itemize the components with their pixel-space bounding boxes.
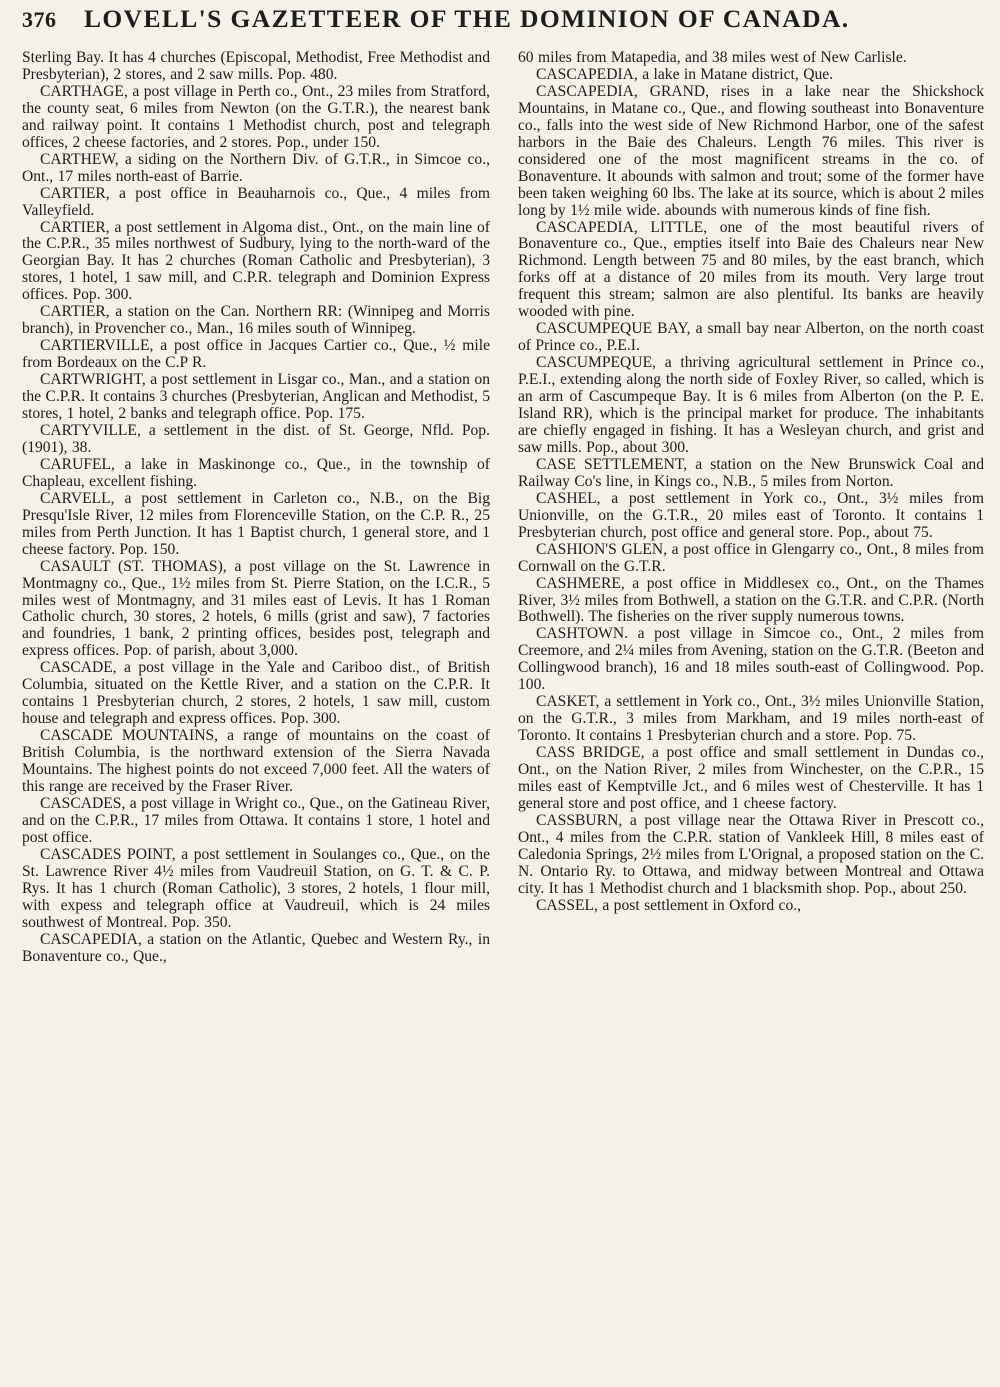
gazetteer-entry: CASCAPEDIA, a station on the Atlantic, Quebec and Western Ry., in Bonaventure co., Que., [22,930,490,965]
gazetteer-entry: CASAULT (ST. THOMAS), a post village on the St. Lawrence in Montmagny co., Que., 1½ miles from St. Pierre Station, on the I.C.R., 5 miles west of Montmagny, and 31 miles east of Levis. It has 1 Roman Catholic church, 30 stores, 2 hotels, 6 mills (grist and saw), 7 factories and foundries, 1 bank, 2 printing offices, besides post, telegraph and express offices. Pop. of parish, about 3,000. [22,557,490,660]
gazetteer-entry: CASS BRIDGE, a post office and small settlement in Dundas co., Ont., on the Nation River, 2 miles from Winchester, on the C.P.R., 15 miles east of Kemptville Jct., and 6 miles west of Chesterville. It has 1 general store and post office, and 1 cheese factory. [518,744,984,812]
page-number: 376 [22,7,57,32]
gazetteer-entry: 60 miles from Matapedia, and 38 miles west of New Carlisle. [518,50,907,66]
gazetteer-entry: CARUFEL, a lake in Maskinonge co., Que., in the township of Chapleau, excellent fishing. [22,455,490,490]
gazetteer-entry: CARTWRIGHT, a post settlement in Lisgar co., Man., and a station on the C.P.R. It contains 3 churches (Presbyterian, Anglican and Methodist, 5 stores, 1 hotel, 2 banks and telegraph office. Pop. 175. [22,371,490,423]
gazetteer-entry: CARTIER, a station on the Can. Northern RR: (Winnipeg and Morris branch), in Provencher co., Man., 16 miles south of Winnipeg. [22,303,490,338]
gazetteer-entry: CASKET, a settlement in York co., Ont., 3½ miles Unionville Station, on the G.T.R., 3 miles from Markham, and 19 miles north-east of Toronto. It contains 1 Presbyterian church and a store. Pop. 75. [518,693,984,745]
gazetteer-entry: CARTYVILLE, a settlement in the dist. of St. George, Nfld. Pop. (1901), 38. [22,421,490,456]
gazetteer-entry: CASHION'S GLEN, a post office in Glengarry co., Ont., 8 miles from Cornwall on the G.T.R. [518,540,984,575]
gazetteer-entry: CASCAPEDIA, a lake in Matane district, Que. [536,65,834,83]
gazetteer-entry: CASCAPEDIA, GRAND, rises in a lake near the Shickshock Mountains, in Matane co., Que., and flowing southeast into Bonaventure co., falls into the west side of New Richmond Harbor, one of the safest harbors in the Baie des Chaleurs. Length 76 miles. This river is considered one of the most magnificent streams in the co. of Bonaventure. It abounds with salmon and trout; some of the former have been taken weighing 60 lbs. The lake at its source, which is about 2 miles long by 1½ mile wide. abounds with numerous kinds of fine fish. [518,82,984,219]
gazetteer-entry: CARTIER, a post settlement in Algoma dist., Ont., on the main line of the C.P.R., 35 miles northwest of Sudbury, lying to the north-ward of the Georgian Bay. It has 2 churches (Roman Catholic and Presbyterian), 3 stores, 1 hotel, 1 saw mill, and C.P.R. telegraph and Dominion Express offices. Pop. 300. [22,218,490,304]
gazetteer-entry: CASSEL, a post settlement in Oxford co., [536,896,802,914]
page-header [22,4,984,50]
gazetteer-entry: CASCADES POINT, a post settlement in Soulanges co., Que., on the St. Lawrence River 4½ miles from Vaudreuil Station, on G. T. & C. P. Rys. It has 1 church (Roman Catholic), 3 stores, 2 hotels, 1 flour mill, with expess and telegraph office at Vaudreuil, which is 24 miles southwest of Montreal. Pop. 350. [22,845,490,931]
gazetteer-entry: Sterling Bay. It has 4 churches (Episcopal, Methodist, Free Methodist and Presbyterian), 2 stores, and 2 saw mills. Pop. 480. [22,50,490,83]
text-columns [22,50,984,1370]
right-column [518,50,984,1370]
running-title: LOVELL'S GAZETTEER OF THE DOMINION OF CANADA. [84,4,850,33]
gazetteer-entry: CARTHAGE, a post village in Perth co., Ont., 23 miles from Stratford, the county seat, 6 miles from Newton (on the G.T.R.), the nearest bank and railway point. It contains 1 Methodist church, post and telegraph offices, 2 cheese factories, and 2 stores. Pop., under 150. [22,82,490,151]
gazetteer-entry: CARTHEW, a siding on the Northern Div. of G.T.R., in Simcoe co., Ont., 17 miles north-east of Barrie. [22,150,490,185]
gazetteer-entry: CASCUMPEQUE, a thriving agricultural settlement in Prince co., P.E.I., extending along the north side of Foxley River, so called, which is an arm of Cascumpeque Bay. It is 6 miles from Alberton (on the P. E. Island RR), which is the principal market for produce. The inhabitants are chiefly engaged in fishing. It has a Wesleyan church, and grist and saw mills. Pop., about 300. [518,354,984,456]
gazetteer-entry: CARTIERVILLE, a post office in Jacques Cartier co., Que., ½ mile from Bordeaux on the C.P R. [22,337,490,372]
gazetteer-entry: CASHEL, a post settlement in York co., Ont., 3½ miles from Unionville, on the G.T.R., 20 miles east of Toronto. It contains 1 Presbyterian church, post office and general store. Pop., about 75. [518,489,984,541]
gazetteer-entry: CASCAPEDIA, LITTLE, one of the most beautiful rivers of Bonaventure co., Que., empties itself into Baie des Chaleurs near New Richmond. Length between 75 and 80 miles, by the east branch, which forks off at a distance of 20 miles from its mouth. Very large trout frequent this stream; salmon are also plentiful. Its banks are heavily wooded with pine. [518,218,984,321]
gazetteer-entry: CASCADE MOUNTAINS, a range of mountains on the coast of British Columbia, is the northward extension of the Sierra Navada Mountains. The highest points do not exceed 7,000 feet. All the waters of this range are received by the Fraser River. [22,727,490,795]
gazetteer-entry: CASSBURN, a post village near the Ottawa River in Prescott co., Ont., 4 miles from the C.P.R. station of Vankleek Hill, 8 miles east of Caledonia Springs, 2½ miles from L'Orignal, a proposed station on the C. N. Ontario Ry. to Ottawa, and midway between Montreal and Ottawa city. It has 1 Methodist church and 1 blacksmith shop. Pop., about 250. [518,811,984,897]
gazetteer-entry: CASHTOWN. a post village in Simcoe co., Ont., 2 miles from Creemore, and 2¼ miles from Avening, station on the G.T.R. (Beeton and Collingwood branch), 16 and 18 miles south-east of Collingwood. Pop. 100. [518,625,984,694]
gazetteer-entry: CASCADE, a post village in the Yale and Cariboo dist., of British Columbia, situated on the Kettle River, and a station on the C.P.R. It contains 1 Presbyterian church, 2 stores, 2 hotels, 1 saw mill, custom house and telegraph and express offices. Pop. 300. [22,659,490,728]
gazetteer-entry: CASHMERE, a post office in Middlesex co., Ont., on the Thames River, 3½ miles from Bothwell, a station on the G.T.R. and C.P.R. (North Bothwell). The fisheries on the river supply numerous towns. [518,574,984,626]
gazetteer-entry: CARVELL, a post settlement in Carleton co., N.B., on the Big Presqu'Isle River, 12 miles from Florenceville Station, on the C.P. R., 25 miles from Perth Junction. It has 1 Baptist church, 1 general store, and 1 cheese factory. Pop. 150. [22,489,490,558]
gazetteer-entry: CASCUMPEQUE BAY, a small bay near Alberton, on the north coast of Prince co., P.E.I. [518,320,984,355]
gazetteer-entry: CASE SETTLEMENT, a station on the New Brunswick Coal and Railway Co's line, in Kings co., N.B., 5 miles from Norton. [518,455,984,490]
gazetteer-entry: CARTIER, a post office in Beauharnois co., Que., 4 miles from Valleyfield. [22,184,490,219]
left-column [22,50,490,1370]
gazetteer-entry: CASCADES, a post village in Wright co., Que., on the Gatineau River, and on the C.P.R., 17 miles from Ottawa. It contains 1 store, 1 hotel and post office. [22,794,490,846]
